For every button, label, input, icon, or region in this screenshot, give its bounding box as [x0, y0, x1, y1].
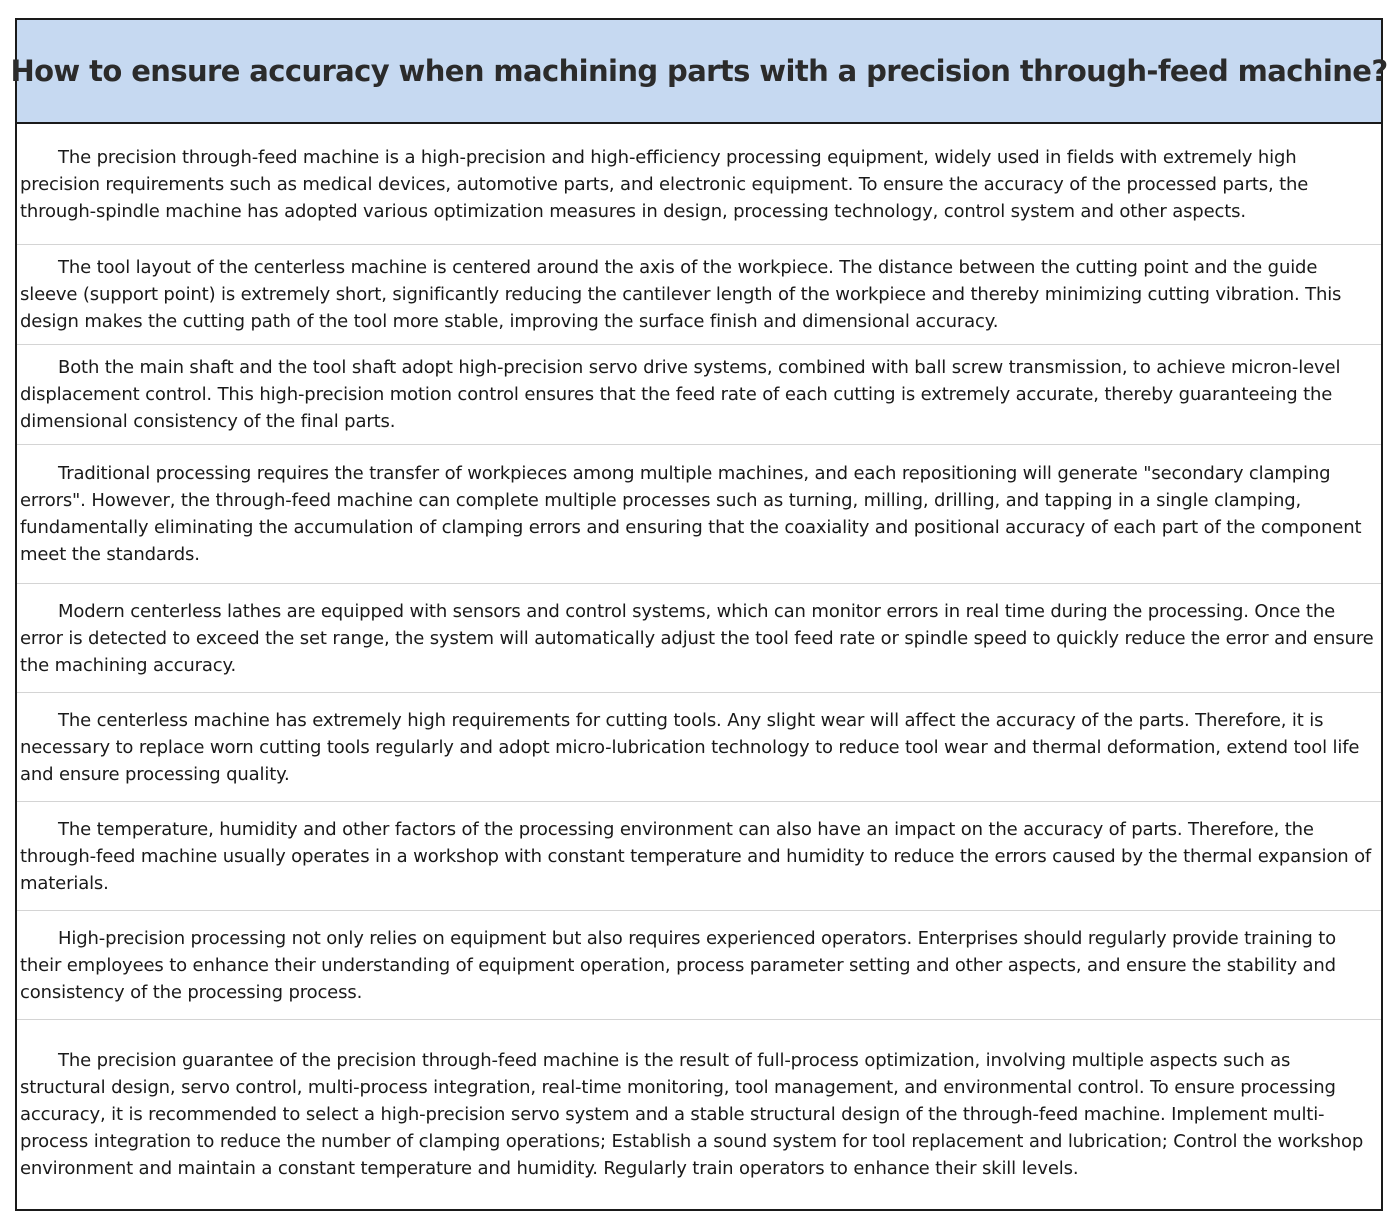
paragraph-row	[17, 245, 1381, 345]
paragraph-row	[17, 802, 1381, 911]
paragraph-row	[17, 584, 1381, 693]
paragraph-realtime-monitoring: Modern centerless lathes are equipped with sensors and control systems, which can monitor errors in real time during the processing. Once the error is detected to exceed the set range, the system will automatically adjust the tool feed rate or spindle speed to quickly reduce the error and ensure the machining accuracy.	[20, 600, 1374, 676]
paragraph-summary: The precision guarantee of the precision through-feed machine is the result of full-process optimization, involving multiple aspects such as structural design, servo control, multi-process integration, real-time monitoring, tool management, and environmental control. To ensure processing accuracy, it is recommended to select a high-precision servo system and a stable structural design of the through-feed machine. Implement multi-process integration to reduce the number of clamping operations; Establish a sound system for tool replacement and lubrication; Control the workshop environment and maintain a constant temperature and humidity. Regularly train operators to enhance their skill levels.	[20, 1050, 1364, 1179]
paragraph-servo-drive: Both the main shaft and the tool shaft adopt high-precision servo drive systems, combined with ball screw transmission, to achieve micron-level displacement control. This high-precision motion control ensures that the feed rate of each cutting is extremely accurate, thereby guaranteeing the dimensional consistency of the final parts.	[20, 357, 1341, 432]
article-table	[10, 18, 1388, 1211]
paragraph-row	[17, 445, 1381, 584]
paragraph-environment: The temperature, humidity and other factors of the processing environment can also have an impact on the accuracy of parts. Therefore, the through-feed machine usually operates in a workshop with constant temperature and humidity to reduce the errors caused by the thermal expansion of materials.	[20, 818, 1372, 894]
paragraph-intro: The precision through-feed machine is a high-precision and high-efficiency processing equipment, widely used in fields with extremely high precision requirements such as medical devices, automotive parts, and electronic equipment. To ensure the accuracy of the processed parts, the through-spindle machine has adopted various optimization measures in design, processing technology, control system and other aspects.	[20, 146, 1309, 222]
paragraph-row	[17, 124, 1381, 245]
paragraph-row	[17, 345, 1381, 445]
title-header	[10, 20, 1388, 124]
paragraph-cutting-tools: The centerless machine has extremely high requirements for cutting tools. Any slight wear will affect the accuracy of the parts. Therefore, it is necessary to replace worn cutting tools regularly and adopt micro-lubrication technology to reduce tool wear and thermal deformation, extend tool life and ensure processing quality.	[20, 709, 1360, 785]
paragraph-row	[17, 693, 1381, 802]
paragraph-operators: High-precision processing not only relies on equipment but also requires experienced operators. Enterprises should regularly provide training to their employees to enhance their understanding of equipment operation, process parameter setting and other aspects, and ensure the stability and consistency of the processing process.	[20, 927, 1337, 1003]
paragraph-row	[17, 911, 1381, 1020]
paragraph-single-clamping: Traditional processing requires the transfer of workpieces among multiple machines, and each repositioning will generate "secondary clamping errors". However, the through-feed machine can complete multiple processes such as turning, milling, drilling, and tapping in a single clamping, fundamentally eliminating the accumulation of clamping errors and ensuring that the coaxiality and positional accuracy of each part of the component meet the standards.	[20, 463, 1362, 565]
paragraph-tool-layout: The tool layout of the centerless machine is centered around the axis of the workpiece. The distance between the cutting point and the guide sleeve (support point) is extremely short, significantly reducing the cantilever length of the workpiece and thereby minimizing cutting vibration. This design makes the cutting path of the tool more stable, improving the surface finish and dimensional accuracy.	[20, 257, 1342, 332]
paragraph-row	[17, 1020, 1381, 1209]
page-title: How to ensure accuracy when machining parts with a precision through-feed machine?	[10, 54, 1388, 88]
